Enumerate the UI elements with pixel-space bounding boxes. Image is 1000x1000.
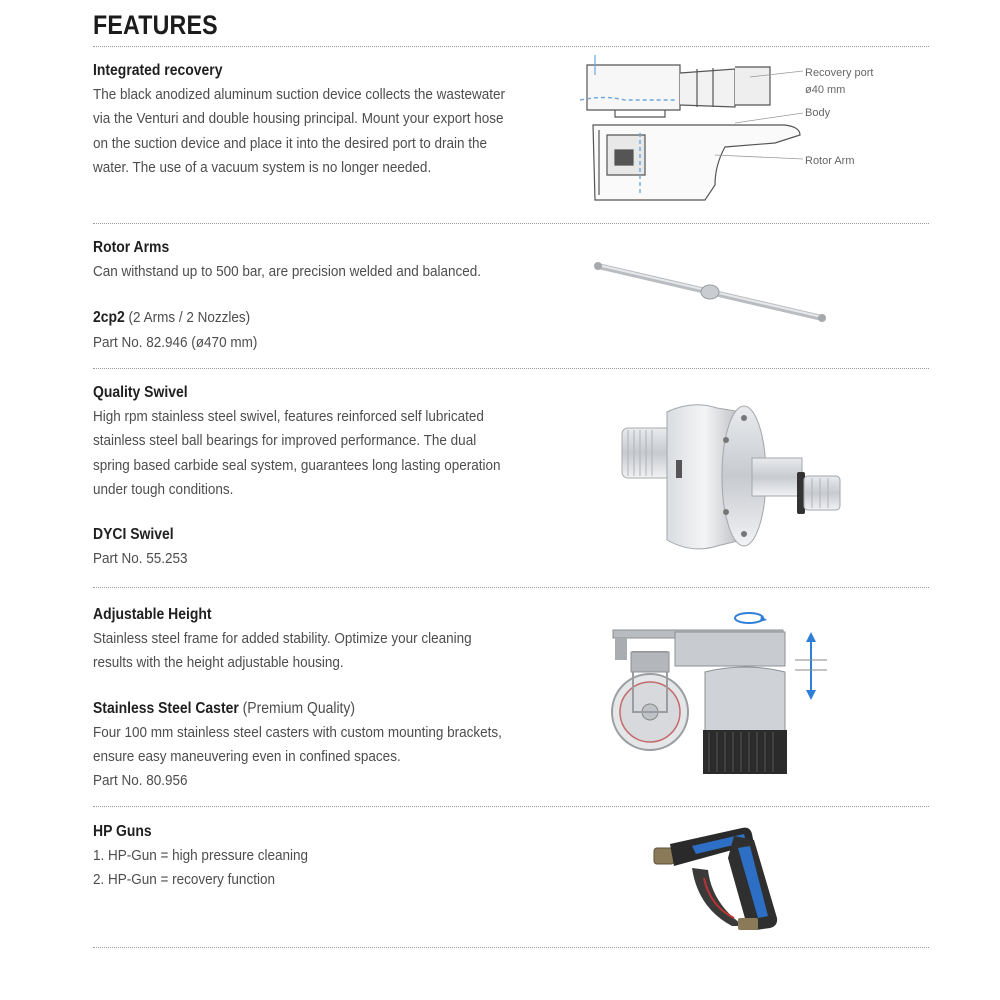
figure-label: Rotor Arm xyxy=(805,155,855,167)
description-line: water. The use of a vacuum system is no longer needed. xyxy=(93,158,432,176)
section-heading: Rotor Arms xyxy=(93,239,170,256)
swivel-image xyxy=(612,400,852,556)
description-line: Stainless steel frame for added stability. Optimize your cleaning xyxy=(93,630,472,647)
figure-label: ø40 mm xyxy=(805,84,846,96)
description-line: High rpm stainless steel swivel, features reinforced self lubricated xyxy=(93,408,484,425)
section-heading: Integrated recovery xyxy=(93,62,223,79)
description-line: Four 100 mm stainless steel casters with custom mounting brackets, xyxy=(93,723,502,741)
caster-quality: (Premium Quality) xyxy=(238,699,356,717)
part-number: Part No. 82.946 (ø470 mm) xyxy=(93,333,258,351)
model-name: 2cp2 xyxy=(93,309,125,327)
caster-name: Stainless Steel Caster xyxy=(93,699,239,717)
section-integrated-recovery xyxy=(93,59,583,180)
section-heading: Quality Swivel xyxy=(93,384,188,401)
page-title: FEATURES xyxy=(93,10,218,40)
section-quality-swivel xyxy=(93,381,583,571)
section-hp-guns xyxy=(93,820,583,893)
model-name: DYCI Swivel xyxy=(93,526,174,544)
description-line: spring based carbide seal system, guarantees long lasting operation xyxy=(93,456,501,474)
description-line: on the suction device and place it into the desired port to drain the xyxy=(93,134,488,152)
hp-gun-image xyxy=(652,818,792,933)
description-line: under tough conditions. xyxy=(93,480,234,498)
section-heading: Adjustable Height xyxy=(93,606,212,623)
section-adjustable-height xyxy=(93,603,583,793)
model-line xyxy=(93,306,534,330)
caster-line xyxy=(93,697,534,721)
description-line: 1. HP-Gun = high pressure cleaning xyxy=(93,847,309,864)
description-line: 2. HP-Gun = recovery function xyxy=(93,871,275,889)
part-number: Part No. 55.253 xyxy=(93,550,188,568)
divider xyxy=(93,223,929,224)
divider xyxy=(93,947,929,948)
divider xyxy=(93,46,929,47)
figure-label: Recovery port xyxy=(805,67,874,79)
description-line: The black anodized aluminum suction device collects the wastewater xyxy=(93,86,505,103)
description-line: ensure easy maneuvering even in confined spaces. xyxy=(93,747,401,765)
divider xyxy=(93,368,929,369)
description-line: via the Venturi and double housing principal. Mount your export hose xyxy=(93,110,504,128)
rotor-arm-image xyxy=(590,258,830,326)
description-line: results with the height adjustable housing. xyxy=(93,654,344,672)
caster-image xyxy=(605,612,835,787)
section-heading: HP Guns xyxy=(93,823,152,840)
divider xyxy=(93,587,929,588)
description-line: Can withstand up to 500 bar, are precision welded and balanced. xyxy=(93,263,482,280)
divider xyxy=(93,806,929,807)
description-line: stainless steel ball bearings for improved performance. The dual xyxy=(93,432,477,450)
model-detail: (2 Arms / 2 Nozzles) xyxy=(124,309,251,327)
section-rotor-arms xyxy=(93,236,583,355)
part-number: Part No. 80.956 xyxy=(93,772,188,790)
recovery-diagram xyxy=(585,55,905,207)
figure-label: Body xyxy=(805,107,831,119)
